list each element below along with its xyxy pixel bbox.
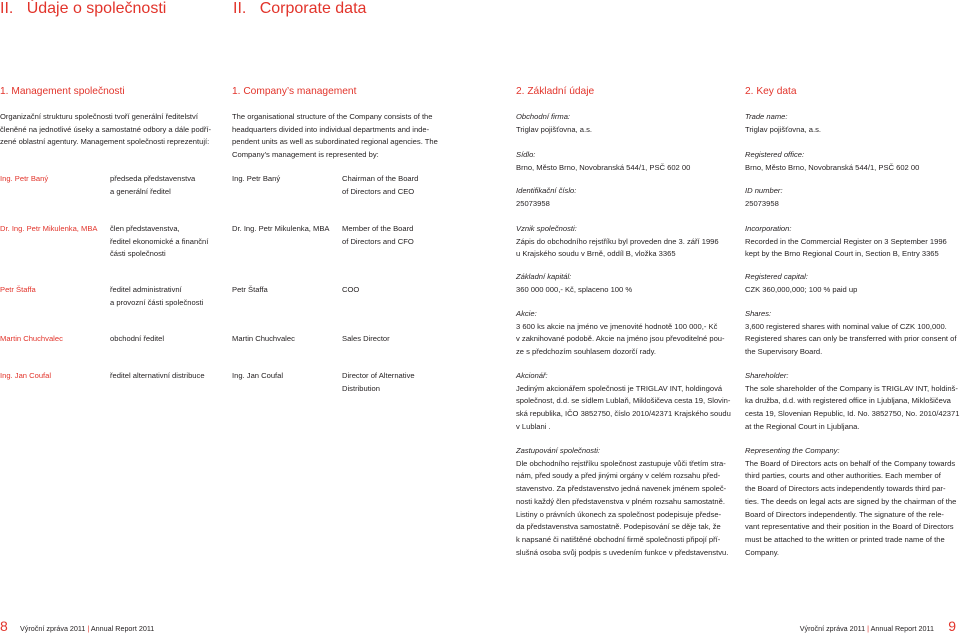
intro-line: členěné na jednotlivé úseky a samostatné odbory a dále podří-	[0, 124, 212, 134]
intro-line: The organisational structure of the Company consists of the	[232, 112, 433, 121]
role-line: of Directors and CEO	[342, 186, 415, 196]
field-value: Dle obchodního rejstříku společnost zastupuje vůči třetím stra-	[516, 458, 726, 468]
field-value: third parties, courts and other authorities. Each member of	[745, 471, 941, 481]
field-value: Brno, Město Brno, Novobranská 544/1, PSČ 602 00	[516, 162, 691, 172]
field-value: Board of Directors independently. The signature of the rele-	[745, 509, 944, 519]
role-line: Distribution	[342, 383, 380, 393]
field-label: Trade name:	[745, 112, 788, 121]
field-value: společnost, d.d. se sídlem Lublaň, Miklošičeva cesta 19, Slovin-	[516, 396, 731, 406]
field-value: v zaknihované podobě. Akcie na jméno jsou převoditelné pou-	[516, 334, 725, 344]
field-label: Sídlo:	[516, 150, 536, 159]
role-line: of Directors and CFO	[342, 236, 414, 246]
footer-separator: |	[87, 624, 90, 633]
manager-name-cz: Petr Štaffa	[0, 285, 36, 294]
key-data-en-capital	[745, 271, 857, 296]
page-title-en	[233, 0, 366, 18]
role-line: a provozní části společnosti	[110, 297, 204, 307]
field-value: CZK 360,000,000; 100 % paid up	[745, 284, 858, 294]
manager-name-cz: Dr. Ing. Petr Mikulenka, MBA	[0, 224, 98, 233]
field-value: vant representative and their position in the Board of Directors	[745, 522, 954, 532]
field-value: 3,600 registered shares with nominal value of CZK 100,000.	[745, 321, 947, 331]
key-data-cz-seat	[516, 149, 690, 174]
key-data-en-seat	[745, 149, 919, 174]
field-value: ská republika, IČO 3852750, číslo 2010/42371 Krajského soudu	[516, 409, 731, 419]
footer-text-cz: Výroční zpráva 2011	[799, 624, 866, 633]
title-text: Údaje o společnosti	[26, 0, 167, 17]
key-data-en-id	[745, 185, 783, 210]
field-label: Vznik společnosti:	[516, 224, 577, 233]
field-label: ID number:	[745, 186, 783, 195]
field-value: stavenstvo. Za představenstvo jedná navenek jménem společ-	[516, 484, 727, 494]
role-line: ředitel ekonomické a finanční	[110, 236, 209, 246]
field-value: kept by the Brno Regional Court in, Section B, Entry 3365	[745, 249, 939, 259]
field-value: Triglav pojišťovna, a.s.	[745, 124, 822, 134]
footer-left	[20, 624, 154, 633]
heading-basic-cz: 2. Základní údaje	[516, 86, 595, 97]
field-label: Akcionář:	[516, 371, 548, 380]
field-value: Jediným akcionářem společnosti je TRIGLAV INT, holdingová	[516, 383, 723, 393]
field-value: k napsané či natištěné obchodní firmě společnosti připojí pří-	[516, 534, 721, 544]
title-text: Corporate data	[259, 0, 367, 17]
field-value: Registered shares can only be transferred with prior consent of	[745, 334, 957, 344]
intro-line: headquarters divided into individual departments and inde-	[232, 124, 430, 134]
intro-cz	[0, 111, 216, 149]
field-value: 25073958	[516, 198, 550, 208]
field-value: nosti každý člen představenstva v plném rozsahu samostatně.	[516, 496, 725, 506]
field-label: Zastupování společnosti:	[516, 446, 601, 455]
key-data-en-company	[745, 111, 821, 136]
intro-line: Organizační strukturu společnosti tvoří generální ředitelství	[0, 112, 198, 121]
key-data-cz-shareholder	[516, 370, 731, 434]
page-number-right: 9	[948, 618, 956, 634]
field-label: Shares:	[745, 309, 772, 318]
role-line: Director of Alternative	[342, 371, 415, 380]
field-value: Company.	[745, 547, 780, 557]
page-title-cz	[0, 0, 166, 18]
field-value: Triglav pojišťovna, a.s.	[516, 124, 593, 134]
key-data-cz-incorporation	[516, 223, 719, 261]
field-value: ties. The deeds on legal acts are signed by the chairman of the	[745, 496, 957, 506]
manager-role-cz	[110, 173, 195, 198]
manager-role-cz: obchodní ředitel	[110, 334, 165, 343]
field-label: Identifikační číslo:	[516, 186, 577, 195]
intro-en	[232, 111, 446, 162]
field-label: Obchodní firma:	[516, 112, 571, 121]
title-number: II.	[233, 0, 247, 17]
field-value: nám, před soudy a před jinými orgány v celém rozsahu před-	[516, 471, 721, 481]
footer-right	[800, 624, 934, 633]
manager-name-en: Dr. Ing. Petr Mikulenka, MBA	[232, 224, 330, 233]
field-value: 360 000 000,- Kč, splaceno 100 %	[516, 284, 633, 294]
field-value: Recorded in the Commercial Register on 3 September 1996	[745, 236, 947, 246]
key-data-cz-company	[516, 111, 731, 136]
manager-role-en	[342, 223, 414, 248]
manager-name-cz: Martin Chuchvalec	[0, 334, 63, 343]
manager-name-en: Martin Chuchvalec	[232, 334, 295, 343]
role-line: člen představenstva,	[110, 224, 180, 233]
footer-separator: |	[867, 624, 869, 633]
manager-name-cz: Ing. Petr Baný	[0, 174, 49, 183]
role-line: Member of the Board	[342, 224, 414, 233]
field-value: The sole shareholder of the Company is TRIGLAV INT, holdinš-	[745, 383, 958, 393]
intro-line: zené oblastní agentury. Management společnosti reprezentují:	[0, 137, 210, 147]
field-value: The Board of Directors acts on behalf of the Company towards	[745, 458, 956, 468]
role-line: předseda představenstva	[110, 174, 196, 183]
role-line: Chairman of the Board	[342, 174, 419, 183]
manager-role-cz: ředitel alternativní distribuce	[110, 371, 205, 380]
field-label: Základní kapitál:	[516, 272, 572, 281]
manager-name-en: Ing. Jan Coufal	[232, 371, 284, 380]
key-data-cz-id	[516, 185, 576, 210]
manager-role-en	[342, 370, 415, 395]
manager-role-en: COO	[342, 285, 360, 294]
heading-basic-en: 2. Key data	[745, 86, 797, 97]
role-line: a generální ředitel	[110, 186, 171, 196]
manager-name-en: Ing. Petr Baný	[232, 174, 281, 183]
field-value: cesta 19, Slovenian Republic, Id. No. 3852750, No. 2010/42371	[745, 409, 960, 419]
role-line: části společnosti	[110, 249, 166, 259]
field-value: the Supervisory Board.	[745, 347, 823, 357]
heading-management-cz: 1. Management společnosti	[0, 86, 125, 97]
role-line: ředitel administrativní	[110, 285, 182, 294]
key-data-en-incorporation	[745, 223, 947, 261]
page-number-left: 8	[0, 618, 8, 634]
field-value: must be attached to the written or printed trade name of the	[745, 534, 945, 544]
field-value: v Lublani .	[516, 421, 551, 431]
field-label: Akcie:	[516, 309, 537, 318]
field-value: ka družba, d.d. with registered office in Ljubljana, Miklošičeva	[745, 396, 951, 406]
manager-role-cz	[110, 223, 208, 261]
field-label: Registered capital:	[745, 272, 808, 281]
key-data-en-shareholder	[745, 370, 959, 434]
field-value: Brno, Město Brno, Novobranská 544/1, PSČ 602 00	[745, 162, 920, 172]
field-label: Registered office:	[745, 150, 805, 159]
key-data-cz-representation	[516, 445, 728, 559]
field-value: 3 600 ks akcie na jméno ve jmenovité hodnotě 100 000,- Kč	[516, 321, 718, 331]
manager-role-en: Sales Director	[342, 334, 390, 343]
field-value: at the Regional Court in Ljubljana.	[745, 421, 860, 431]
field-label: Representing the Company:	[745, 446, 840, 455]
field-value: the Board of Directors acts independently towards third par-	[745, 484, 946, 494]
field-value: ze s předchozím souhlasem dozorčí rady.	[516, 347, 656, 357]
key-data-cz-capital	[516, 271, 632, 296]
manager-role-cz	[110, 284, 203, 309]
field-value: Listiny o právních úkonech za společnost podepisuje předse-	[516, 509, 722, 519]
manager-role-en	[342, 173, 418, 198]
manager-name-cz: Ing. Jan Coufal	[0, 371, 52, 380]
title-number: II.	[0, 0, 14, 17]
intro-line: Company’s management is represented by:	[232, 150, 379, 160]
heading-management-en: 1. Company’s management	[232, 86, 357, 97]
field-value: da představenstva samostatně. Podepisování se děje tak, že	[516, 522, 721, 532]
field-value: 25073958	[745, 198, 779, 208]
field-value: u Krajského soudu v Brně, oddíl B, vložka 3365	[516, 249, 676, 259]
key-data-en-shares	[745, 308, 956, 359]
footer-text-en: Annual Report 2011	[870, 624, 934, 633]
manager-name-en: Petr Štaffa	[232, 285, 268, 294]
intro-line: pendent units as well as subordinated regional agencies. The	[232, 137, 438, 147]
field-value: slušná osoba svůj podpis s uvedením funkce v představenstvu.	[516, 547, 729, 557]
key-data-cz-shares	[516, 308, 725, 359]
footer-text-en: Annual Report 2011	[90, 624, 155, 633]
field-value: Zápis do obchodního rejstříku byl proveden dne 3. září 1996	[516, 236, 719, 246]
key-data-en-representation	[745, 445, 956, 559]
field-label: Shareholder:	[745, 371, 789, 380]
field-label: Incorporation:	[745, 224, 792, 233]
footer-text-cz: Výroční zpráva 2011	[20, 624, 86, 633]
